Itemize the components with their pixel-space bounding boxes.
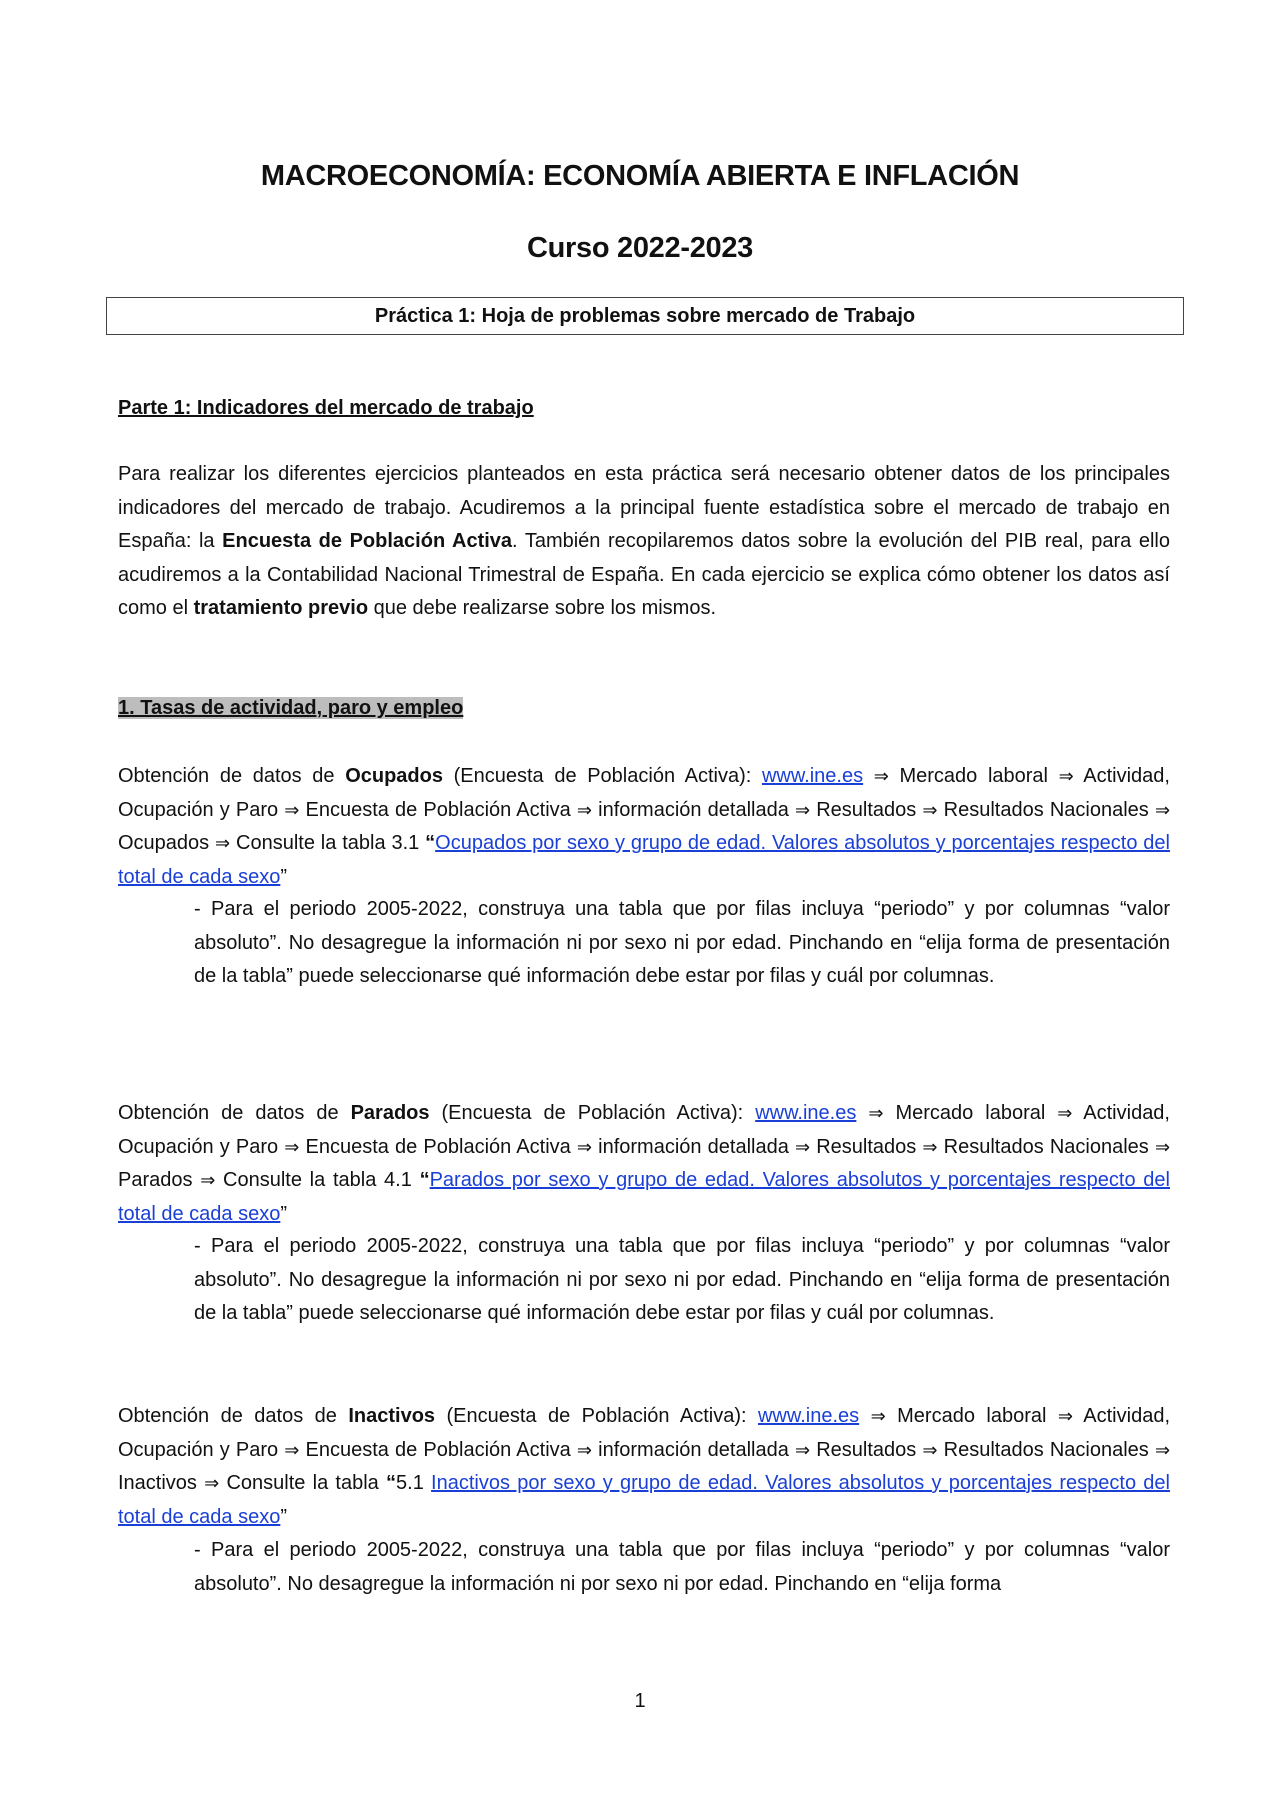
arrow-icon: ⇒: [1154, 799, 1171, 821]
close-quote: ”: [280, 1505, 288, 1528]
epa-text: Encuesta de Población Activa: [299, 798, 577, 821]
arrow-icon: ⇒: [576, 1439, 592, 1461]
mercado-text: Mercado laboral: [883, 1102, 1058, 1124]
obt-text: Obtención de datos de: [118, 1102, 351, 1124]
inactivos-instructions: - Para el periodo 2005-2022, construya una tabla que por filas incluya “periodo” y por columnas “valor absoluto”. No desagregue la información ni por sexo ni por edad. Pinchando en “elija forma: [194, 1539, 1170, 1595]
practice-title-box: Práctica 1: Hoja de problemas sobre mercado de Trabajo: [106, 297, 1184, 335]
ocupados-bold: Ocupados: [345, 765, 443, 787]
nacionales-text: Resultados Nacionales: [937, 798, 1155, 821]
epa-text: Encuesta de Población Activa: [299, 1438, 577, 1461]
consulte-text: Consulte la tabla: [215, 1169, 385, 1191]
intro-bold-tratamiento: tratamiento previo: [193, 597, 369, 619]
ine-link[interactable]: www.ine.es: [757, 1405, 860, 1427]
resultados-text: Resultados: [810, 1438, 923, 1461]
arrow-icon: ⇒: [1057, 1103, 1073, 1124]
epa-paren-text: (Encuesta de Población Activa):: [435, 1405, 758, 1427]
arrow-icon: ⇒: [1154, 1439, 1171, 1461]
arrow-icon: ⇒: [576, 799, 592, 821]
info-text: información detallada: [592, 1438, 795, 1461]
arrow-icon: ⇒: [284, 1136, 300, 1158]
ocupados-table-link[interactable]: Ocupados por sexo y grupo de edad. Valores absolutos y porcentajes respecto del total de cada sexo: [118, 832, 1170, 888]
open-quote: “: [386, 1472, 397, 1494]
ocupados-sub-text: Ocupados: [118, 832, 216, 854]
info-text: información detallada: [592, 798, 795, 821]
epa-paren-text: (Encuesta de Población Activa):: [429, 1102, 756, 1124]
table-number: 4.1: [384, 1169, 420, 1191]
arrow-icon: ⇒: [794, 799, 811, 821]
parados-sub-text: Parados: [118, 1169, 201, 1191]
arrow-icon: ⇒: [284, 799, 300, 821]
intro-text-1: Para realizar los diferentes ejercicios planteados en esta práctica será necesario obtener datos de los principales indicadores del mercado de trabajo. Acudiremos a la principal fuente estadística sobre el mercado de trabajo en España: la: [118, 463, 1170, 552]
ocupados-paragraph: [118, 760, 1170, 894]
arrow-icon: ⇒: [868, 1103, 884, 1124]
nacionales-text: Resultados Nacionales: [937, 1438, 1155, 1461]
arrow-icon: ⇒: [794, 1439, 811, 1461]
obt-text: Obtención de datos de: [118, 765, 346, 787]
page-number: 1: [634, 1690, 646, 1712]
actividad-text: Actividad, Ocupación y Paro: [118, 1405, 1170, 1461]
part1-heading: [118, 392, 1170, 426]
section1-heading: [118, 692, 1170, 726]
close-quote: ”: [280, 1202, 288, 1225]
course-title: Curso 2022-2023: [526, 232, 754, 264]
inactivos-bold: Inactivos: [348, 1405, 436, 1427]
inactivos-table-link[interactable]: Inactivos por sexo y grupo de edad. Valores absolutos y porcentajes respecto del total de cada sexo: [118, 1472, 1170, 1528]
part1-heading-text: Parte 1: Indicadores del mercado de trabajo: [118, 397, 534, 419]
intro-text-3: que debe realizarse sobre los mismos.: [368, 597, 717, 619]
arrow-icon: ⇒: [1154, 1136, 1171, 1158]
section1-heading-text: 1. Tasas de actividad, paro y empleo: [118, 697, 464, 719]
document-title: MACROECONOMÍA: ECONOMÍA ABIERTA E INFLACIÓN: [260, 160, 1020, 192]
open-quote: “: [425, 832, 436, 854]
arrow-icon: ⇒: [1058, 766, 1074, 787]
arrow-icon: ⇒: [870, 1406, 886, 1427]
arrow-icon: ⇒: [200, 1170, 216, 1191]
arrow-icon: ⇒: [922, 1439, 938, 1461]
ine-link[interactable]: www.ine.es: [755, 1102, 857, 1124]
close-quote: ”: [280, 865, 288, 888]
arrow-icon: ⇒: [922, 1136, 938, 1158]
parados-bold: Parados: [350, 1102, 430, 1124]
arrow-icon: ⇒: [922, 799, 938, 821]
open-quote: “: [419, 1169, 430, 1191]
mercado-text: Mercado laboral: [888, 765, 1059, 787]
parados-instructions: - Para el periodo 2005-2022, construya una tabla que por filas incluya “periodo” y por columnas “valor absoluto”. No desagregue la información ni por sexo ni por edad. Pinchando en “elija forma de presentación de la tabla” puede seleccionarse qué información debe estar por filas y cuál por columnas.: [194, 1235, 1170, 1324]
arrow-icon: ⇒: [873, 766, 889, 787]
intro-bold-epa: Encuesta de Población Activa: [222, 530, 513, 552]
actividad-text: Actividad, Ocupación y Paro: [118, 1102, 1170, 1158]
ine-link[interactable]: www.ine.es: [761, 765, 864, 787]
ocupados-instructions: - Para el periodo 2005-2022, construya una tabla que por filas incluya “periodo” y por columnas “valor absoluto”. No desagregue la información ni por sexo ni por edad. Pinchando en “elija forma de presentación de la tabla” puede seleccionarse qué información debe estar por filas y cuál por columnas.: [194, 898, 1170, 987]
consulte-text: Consulte la tabla: [230, 832, 392, 854]
table-number: 3.1: [391, 832, 426, 854]
intro-paragraph: [118, 458, 1170, 626]
epa-paren-text: (Encuesta de Población Activa):: [442, 765, 762, 787]
resultados-text: Resultados: [810, 798, 923, 821]
mercado-text: Mercado laboral: [885, 1405, 1058, 1427]
resultados-text: Resultados: [810, 1135, 923, 1158]
arrow-icon: ⇒: [1057, 1406, 1073, 1427]
inactivos-paragraph: [118, 1400, 1170, 1534]
parados-paragraph: [118, 1097, 1170, 1231]
parados-table-link[interactable]: Parados por sexo y grupo de edad. Valores absolutos y porcentajes respecto del total de cada sexo: [118, 1169, 1170, 1225]
epa-text: Encuesta de Población Activa: [299, 1135, 577, 1158]
nacionales-text: Resultados Nacionales: [937, 1135, 1155, 1158]
arrow-icon: ⇒: [794, 1136, 811, 1158]
actividad-text: Actividad, Ocupación y Paro: [118, 765, 1170, 821]
table-number: 5.1: [396, 1472, 432, 1494]
consulte-text: Consulte la tabla: [219, 1472, 387, 1494]
arrow-icon: ⇒: [204, 1473, 220, 1494]
obt-text: Obtención de datos de: [118, 1405, 349, 1427]
arrow-icon: ⇒: [215, 833, 231, 854]
inactivos-sub-text: Inactivos: [118, 1472, 205, 1494]
arrow-icon: ⇒: [576, 1136, 592, 1158]
arrow-icon: ⇒: [284, 1439, 300, 1461]
intro-text-2: . También recopilaremos datos sobre la evolución del PIB real, para ello acudiremos a la Contabilidad Nacional Trimestral de España. En cada ejercicio se explica cómo obtener los datos así como el: [118, 530, 1170, 619]
info-text: información detallada: [592, 1135, 795, 1158]
